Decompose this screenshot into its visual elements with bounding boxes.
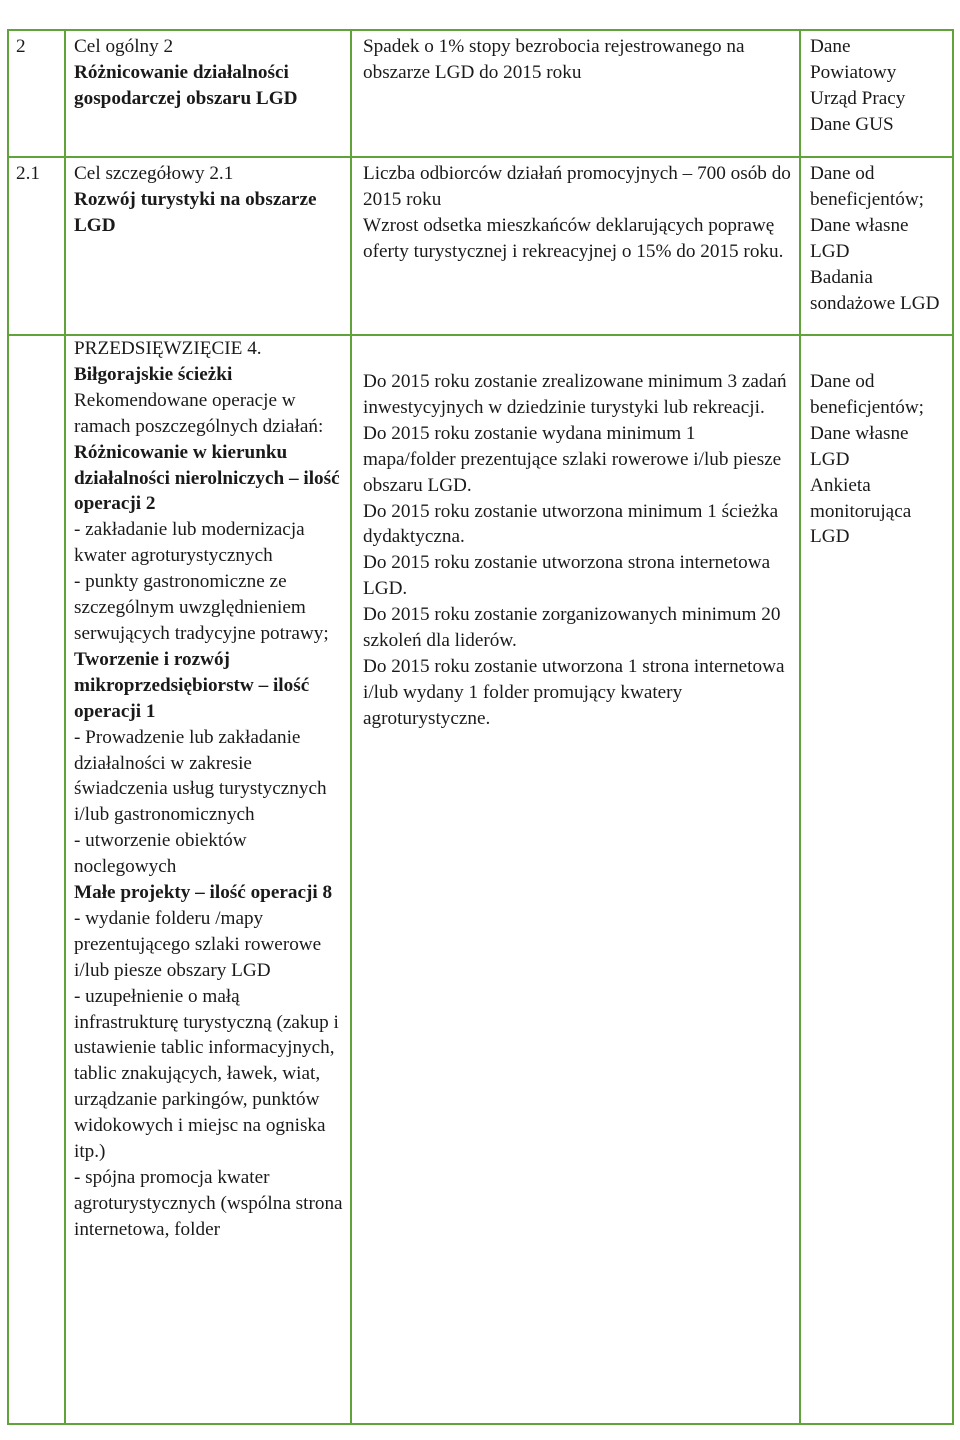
source-cell: Dane od beneficjentów; Dane własne LGD Ankieta monitorująca LGD (800, 335, 953, 1424)
table-row (8, 157, 953, 335)
operation-group-title: Różnicowanie w kierunku działalności nierolniczych – ilość operacji 2 (74, 441, 340, 515)
goal-label: Cel ogólny 2 (74, 36, 174, 57)
goal-cell (65, 157, 351, 335)
goal-cell (65, 30, 351, 157)
source-cell: Dane Powiatowy Urząd Pracy Dane GUS (800, 30, 953, 157)
goal-title: Rozwój turystyki na obszarze LGD (74, 188, 317, 236)
indicator-cell: Do 2015 roku zostanie zrealizowane minimum 3 zadań inwestycyjnych w dziedzinie turystyki lub rekreacji. Do 2015 roku zostanie wydana minimum 1 mapa/folder prezentujące szlaki rowerowe i/lub piesze obszaru LGD. Do 2015 roku zostanie utworzona minimum 1 ścieżka dydaktyczna. Do 2015 roku zostanie utworzona strona internetowa LGD. Do 2015 roku zostanie zorganizowanych minimum 20 szkoleń dla liderów. Do 2015 roku zostanie utworzona 1 strona internetowa i/lub wydany 1 folder promujący kwatery agroturystyczne. (351, 335, 800, 1424)
operation-group-text: - zakładanie lub modernizacja kwater agroturystycznych - punkty gastronomiczne ze szczególnym uwzględnieniem serwujących tradycyjne potrawy; (74, 519, 329, 644)
row-number: 2 (8, 30, 65, 157)
project-subheading: Biłgorajskie ścieżki (74, 363, 233, 385)
operation-group-title: Tworzenie i rozwój mikroprzedsiębiorstw – ilość operacji 1 (74, 648, 310, 722)
project-cell (65, 335, 351, 1424)
operation-group-text: - wydanie folderu /mapy prezentującego szlaki rowerowe i/lub piesze obszary LGD - uzupełnienie o małą infrastrukturę turystyczną (zakup i ustawienie tablic informacyjnych, tablic znakujących, ławek, wiat, urządzanie parkingów, punktów widokowych i miejsc na ogniska itp.) - spójna promocja kwater agroturystycznych (wspólna strona internetowa, folder (74, 907, 343, 1240)
indicator-cell: Spadek o 1% stopy bezrobocia rejestrowanego na obszarze LGD do 2015 roku (351, 30, 800, 157)
table-row (8, 335, 953, 1424)
row-number: 2.1 (8, 157, 65, 335)
project-intro: Rekomendowane operacje w ramach poszczególnych działań: (74, 389, 324, 437)
operation-group-title: Małe projekty – ilość operacji 8 (74, 882, 333, 904)
project-heading: PRZEDSIĘWZIĘCIE 4. (74, 338, 262, 359)
operation-group-text: - Prowadzenie lub zakładanie działalności w zakresie świadczenia usług turystycznych i/lub gastronomicznych - utworzenie obiektów noclegowych (74, 726, 327, 878)
table-row (8, 30, 953, 157)
source-cell: Dane od beneficjentów; Dane własne LGD Badania sondażowe LGD (800, 157, 953, 335)
goal-title: Różnicowanie działalności gospodarczej obszaru LGD (74, 61, 298, 109)
goal-label: Cel szczegółowy 2.1 (74, 163, 234, 184)
indicator-cell: Liczba odbiorców działań promocyjnych – 700 osób do 2015 roku Wzrost odsetka mieszkańców deklarujących poprawę oferty turystycznej i rekreacyjnej o 15% do 2015 roku. (351, 157, 800, 335)
indicators-table (7, 29, 954, 1425)
row-number (8, 335, 65, 1424)
